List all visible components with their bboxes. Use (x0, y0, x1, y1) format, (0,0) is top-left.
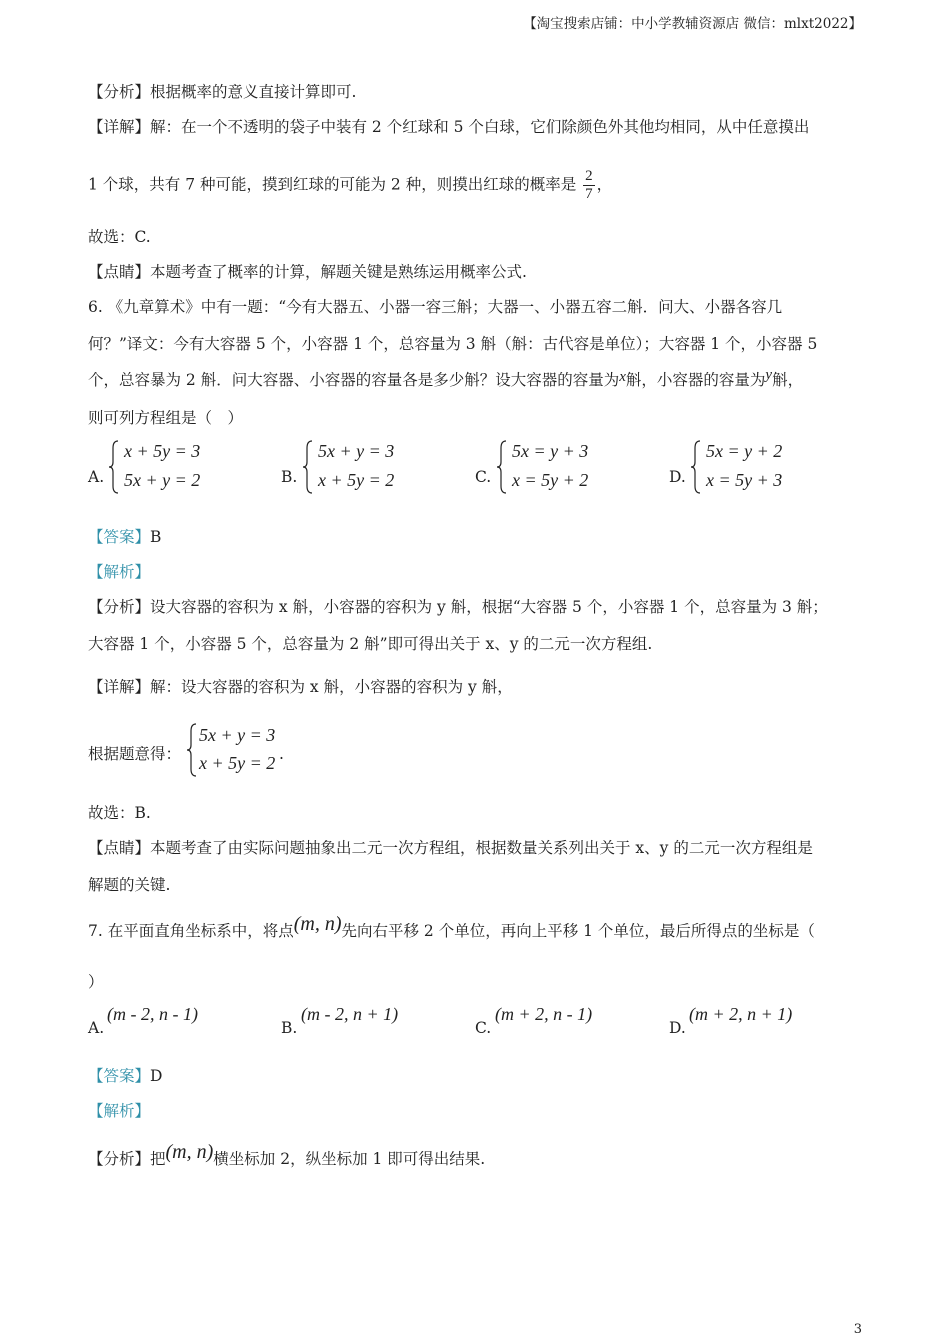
q6-option-b-label[interactable]: B. (281, 468, 298, 486)
q7-parse-tag: 【解析】 (88, 1102, 151, 1120)
system-row-1: 5x = y + 3 (512, 441, 589, 461)
q6-comment-line2: 解题的关键. (88, 876, 171, 894)
brace-icon (496, 440, 508, 494)
q6-stem-text-a: 个，总容暴为 2 斛．问大容器、小容器的容量各是多少斛？设大容器的容量为 (88, 371, 620, 389)
system-row-2: x + 5y = 2 (199, 753, 276, 773)
q7-stem-line1 (88, 913, 815, 941)
q7-option-d-label[interactable]: D. (669, 1019, 686, 1037)
system-row-2: x + 5y = 2 (318, 470, 395, 490)
q6-option-c-label[interactable]: C. (475, 468, 492, 486)
q7-analysis (88, 1141, 486, 1169)
brace-icon (108, 440, 120, 494)
q5-choice: 故选：C. (88, 228, 151, 246)
q6-option-a-system[interactable] (108, 440, 218, 494)
answer-tag: 【答案】 (88, 1067, 151, 1085)
q6-option-d-system[interactable] (690, 440, 800, 494)
fraction-denominator: 7 (585, 186, 593, 202)
q5-detail-text: 1 个球，共有 7 种可能，摸到红球的可能为 2 种，则摸出红球的概率是 (88, 175, 577, 194)
q6-stem-line3 (88, 367, 804, 391)
q6-option-a-label[interactable]: A. (88, 468, 105, 486)
q6-analysis-line1: 【分析】设大容器的容积为 x 斛，小容器的容积为 y 斛，根据“大容器 5 个，小容器 1 个，总容量为 3 斛； (88, 598, 828, 616)
q6-option-b-system[interactable] (302, 440, 412, 494)
q6-solve-end: . (279, 745, 284, 763)
page-number: 3 (853, 1322, 862, 1337)
answer-value: B (150, 528, 162, 546)
system-row-1: x + 5y = 3 (124, 441, 201, 461)
q6-parse-tag: 【解析】 (88, 563, 151, 581)
q7-stem-text-b: 先向右平移 2 个单位，再向上平移 1 个单位，最后所得点的坐标是（ (341, 922, 815, 940)
q7-analysis-text-b: 横坐标加 2，纵坐标加 1 即可得出结果. (213, 1150, 486, 1168)
brace-icon (690, 440, 702, 494)
q6-stem-line2: 何？”译文：今有大容器 5 个，小容器 1 个，总容量为 3 斛（斛：古代容是单位）；大容器 1 个，小容器 5 (88, 335, 818, 353)
q7-option-a-expr[interactable]: (m - 2, n - 1) (107, 1004, 198, 1024)
q7-answer (88, 1066, 162, 1086)
var-y: y (765, 367, 773, 383)
q6-detail: 【详解】解：设大容器的容积为 x 斛，小容器的容积为 y 斛， (88, 678, 513, 696)
q7-analysis-point: (m, n) (165, 1141, 214, 1163)
q7-analysis-text-a: 【分析】把 (88, 1150, 166, 1168)
page-header: 【淘宝搜索店铺：中小学教辅资源店 微信：mlxt2022】 (523, 16, 862, 32)
system-row-2: x = 5y + 2 (512, 470, 589, 490)
q5-analysis: 【分析】根据概率的意义直接计算即可. (88, 83, 357, 101)
q7-stem-text-a: 7. 在平面直角坐标系中，将点 (88, 922, 294, 940)
q6-option-d-label[interactable]: D. (669, 468, 686, 486)
system-row-1: 5x + y = 3 (199, 725, 276, 745)
q6-analysis-line2: 大容器 1 个，小容器 5 个，总容量为 2 斛”即可得出关于 x、y 的二元一次方程组. (88, 635, 653, 653)
system-row-2: 5x + y = 2 (124, 470, 201, 490)
q7-point: (m, n) (293, 913, 342, 935)
q6-option-c-system[interactable] (496, 440, 606, 494)
q6-choice: 故选：B. (88, 804, 151, 822)
system-row-1: 5x + y = 3 (318, 441, 395, 461)
system-row-2: x = 5y + 3 (706, 470, 783, 490)
q5-comment: 【点睛】本题考查了概率的计算，解题关键是熟练运用概率公式. (88, 263, 527, 281)
brace-icon (186, 723, 198, 777)
q5-detail-end: ， (596, 175, 613, 194)
brace-icon (302, 440, 314, 494)
q7-option-c-expr[interactable]: (m + 2, n - 1) (495, 1004, 593, 1024)
probability-fraction (583, 168, 595, 203)
q7-option-a-label[interactable]: A. (88, 1019, 105, 1037)
answer-value: D (150, 1067, 163, 1085)
q6-answer (88, 527, 161, 547)
q6-comment-line1: 【点睛】本题考查了由实际问题抽象出二元一次方程组，根据数量关系列出关于 x、y 的二元一次方程组是 (88, 839, 813, 857)
q5-detail-line2 (88, 168, 612, 203)
q6-stem-line1: 6. 《九章算术》中有一题：“今有大器五、小器一容三斛；大器一、小器五容二斛．问大、小器各容几 (88, 298, 783, 316)
fraction-numerator: 2 (585, 168, 593, 184)
answer-tag: 【答案】 (88, 528, 151, 546)
q7-stem-line2: ） (88, 973, 104, 991)
var-x: x (619, 369, 626, 385)
system-row-1: 5x = y + 2 (706, 441, 783, 461)
q5-detail-line1: 【详解】解：在一个不透明的袋子中装有 2 个红球和 5 个白球，它们除颜色外其他均相同，从中任意摸出 (88, 118, 810, 136)
q7-option-b-label[interactable]: B. (281, 1019, 298, 1037)
q6-stem-line4: 则可列方程组是（ ） (88, 409, 244, 427)
q6-stem-text-c: 斛， (772, 371, 804, 389)
q7-option-d-expr[interactable]: (m + 2, n + 1) (689, 1004, 793, 1024)
q6-stem-text-b: 斛，小容器的容量为 (625, 371, 766, 389)
q6-solve-prefix: 根据题意得： (88, 745, 182, 763)
q7-option-b-expr[interactable]: (m - 2, n + 1) (301, 1004, 399, 1024)
q7-option-c-label[interactable]: C. (475, 1019, 492, 1037)
